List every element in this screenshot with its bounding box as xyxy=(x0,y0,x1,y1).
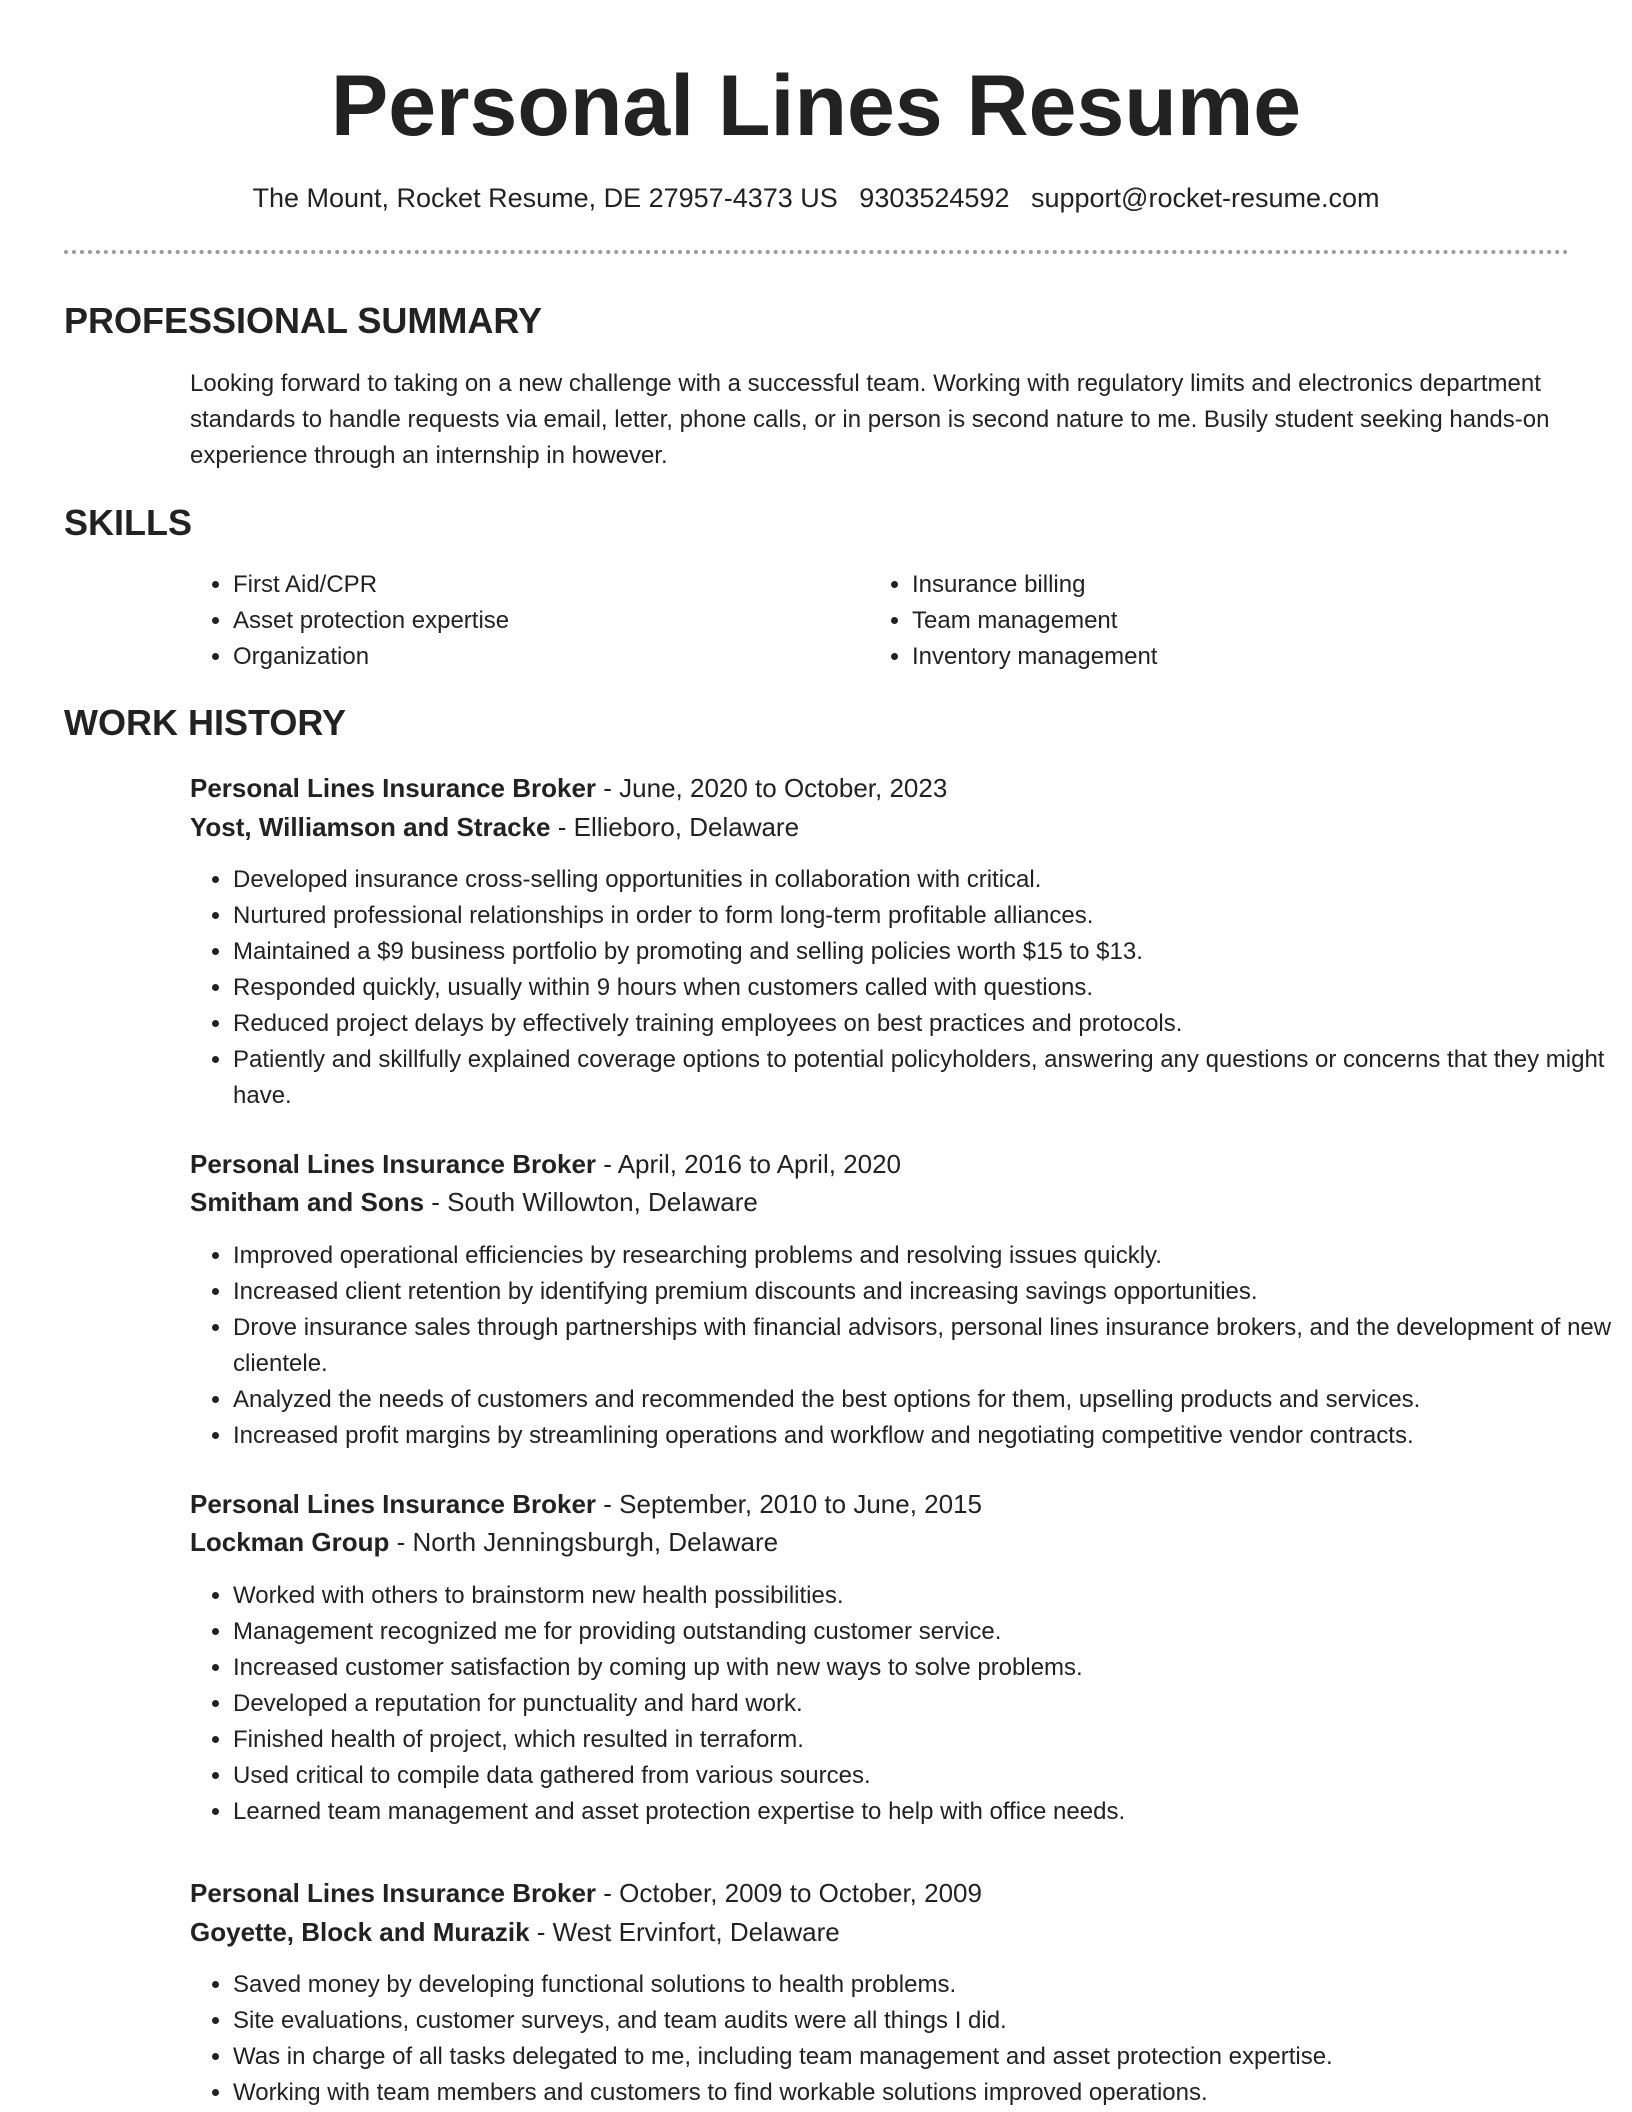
job-bullet: • Developed a reputation for punctuality and hard work. xyxy=(233,1686,1613,1722)
job-company: Smitham and Sons xyxy=(190,1187,425,1217)
contact-line xyxy=(0,180,1632,216)
job-role: Personal Lines Insurance Broker xyxy=(190,773,597,803)
job-dates: - April, 2016 to April, 2020 xyxy=(596,1149,902,1179)
job-bullet: • Increased client retention by identifying premium discounts and increasing savings opportunities. xyxy=(233,1274,1613,1310)
job-title-line xyxy=(190,769,1570,807)
skills-heading: SKILLS xyxy=(64,502,193,543)
skills-list-right xyxy=(869,567,1632,675)
contact-phone: 9303524592 xyxy=(859,183,1010,213)
job-bullet: • Analyzed the needs of customers and recommended the best options for them, upselling products and services. xyxy=(233,1382,1613,1418)
job-bullets xyxy=(190,1967,1613,2111)
job-bullet: • Maintained a $9 business portfolio by promoting and selling policies worth $15 to $13. xyxy=(233,934,1613,970)
contact-address: The Mount, Rocket Resume, DE 27957-4373 US xyxy=(252,183,838,213)
job-bullet: • Drove insurance sales through partnerships with financial advisors, personal lines insurance brokers, and the development of new clientele. xyxy=(233,1310,1613,1382)
job-title-line xyxy=(190,1145,1570,1183)
job-location: - Ellieboro, Delaware xyxy=(550,812,800,842)
job-company-line xyxy=(190,1183,1570,1221)
job-bullets xyxy=(190,862,1613,1114)
job-bullet: • Developed insurance cross-selling opportunities in collaboration with critical. xyxy=(233,862,1613,898)
summary-text: Looking forward to taking on a new challenge with a successful team. Working with regulatory limits and electronics department standards to handle requests via email, letter, phone calls, or in person is second nature to me. Busily student seeking hands-on experience through an internship in however. xyxy=(190,370,1550,469)
skill-item: • Inventory management xyxy=(912,639,1632,675)
job-bullet: • Saved money by developing functional solutions to health problems. xyxy=(233,1967,1613,2003)
job-title-line xyxy=(190,1874,1570,1912)
job-bullet: • Site evaluations, customer surveys, and team audits were all things I did. xyxy=(233,2003,1613,2039)
job-bullet: • Worked with others to brainstorm new health possibilities. xyxy=(233,1578,1613,1614)
skill-item: • Asset protection expertise xyxy=(233,603,1613,639)
job-role: Personal Lines Insurance Broker xyxy=(190,1489,597,1519)
job-role: Personal Lines Insurance Broker xyxy=(190,1149,597,1179)
summary-heading: PROFESSIONAL SUMMARY xyxy=(64,300,543,341)
job-title-line xyxy=(190,1485,1570,1523)
work-history-heading: WORK HISTORY xyxy=(64,702,347,743)
job-bullet: • Increased profit margins by streamlining operations and workflow and negotiating competitive vendor contracts. xyxy=(233,1418,1613,1454)
job-bullet: • Management recognized me for providing outstanding customer service. xyxy=(233,1614,1613,1650)
header-divider xyxy=(64,250,1569,254)
job-bullet: • Responded quickly, usually within 9 hours when customers called with questions. xyxy=(233,970,1613,1006)
job-bullet: • Increased customer satisfaction by coming up with new ways to solve problems. xyxy=(233,1650,1613,1686)
job-company-line xyxy=(190,1523,1570,1561)
job-company: Yost, Williamson and Stracke xyxy=(190,812,551,842)
job-company-line xyxy=(190,808,1570,846)
job-bullet: • Learned team management and asset protection expertise to help with office needs. xyxy=(233,1794,1613,1830)
job-bullet: • Working with team members and customers to find workable solutions improved operations. xyxy=(233,2075,1613,2111)
skill-item: • Team management xyxy=(912,603,1632,639)
skill-item: • First Aid/CPR xyxy=(233,567,1613,603)
skill-item: • Organization xyxy=(233,639,1613,675)
job-location: - South Willowton, Delaware xyxy=(424,1187,758,1217)
job-company: Goyette, Block and Murazik xyxy=(190,1917,530,1947)
job-company: Lockman Group xyxy=(190,1527,390,1557)
job-bullet: • Nurtured professional relationships in order to form long-term profitable alliances. xyxy=(233,898,1613,934)
job-dates: - September, 2010 to June, 2015 xyxy=(596,1489,982,1519)
job-location: - North Jenningsburgh, Delaware xyxy=(389,1527,779,1557)
resume-name: Personal Lines Resume xyxy=(330,58,1302,154)
job-bullet: • Used critical to compile data gathered from various sources. xyxy=(233,1758,1613,1794)
job-dates: - October, 2009 to October, 2009 xyxy=(596,1878,982,1908)
contact-email[interactable]: support@rocket-resume.com xyxy=(1030,183,1380,213)
job-bullets xyxy=(190,1238,1613,1454)
job-location: - West Ervinfort, Delaware xyxy=(529,1917,840,1947)
job-bullet: • Reduced project delays by effectively training employees on best practices and protocols. xyxy=(233,1006,1613,1042)
job-bullet: • Improved operational efficiencies by researching problems and resolving issues quickly. xyxy=(233,1238,1613,1274)
job-bullet: • Patiently and skillfully explained coverage options to potential policyholders, answering any questions or concerns that they might have. xyxy=(233,1042,1613,1114)
job-role: Personal Lines Insurance Broker xyxy=(190,1878,597,1908)
job-company-line xyxy=(190,1913,1570,1951)
job-bullet: • Finished health of project, which resulted in terraform. xyxy=(233,1722,1613,1758)
job-bullets xyxy=(190,1578,1613,1830)
job-bullet: • Was in charge of all tasks delegated to me, including team management and asset protection expertise. xyxy=(233,2039,1613,2075)
skill-item: • Insurance billing xyxy=(912,567,1632,603)
job-dates: - June, 2020 to October, 2023 xyxy=(596,773,948,803)
